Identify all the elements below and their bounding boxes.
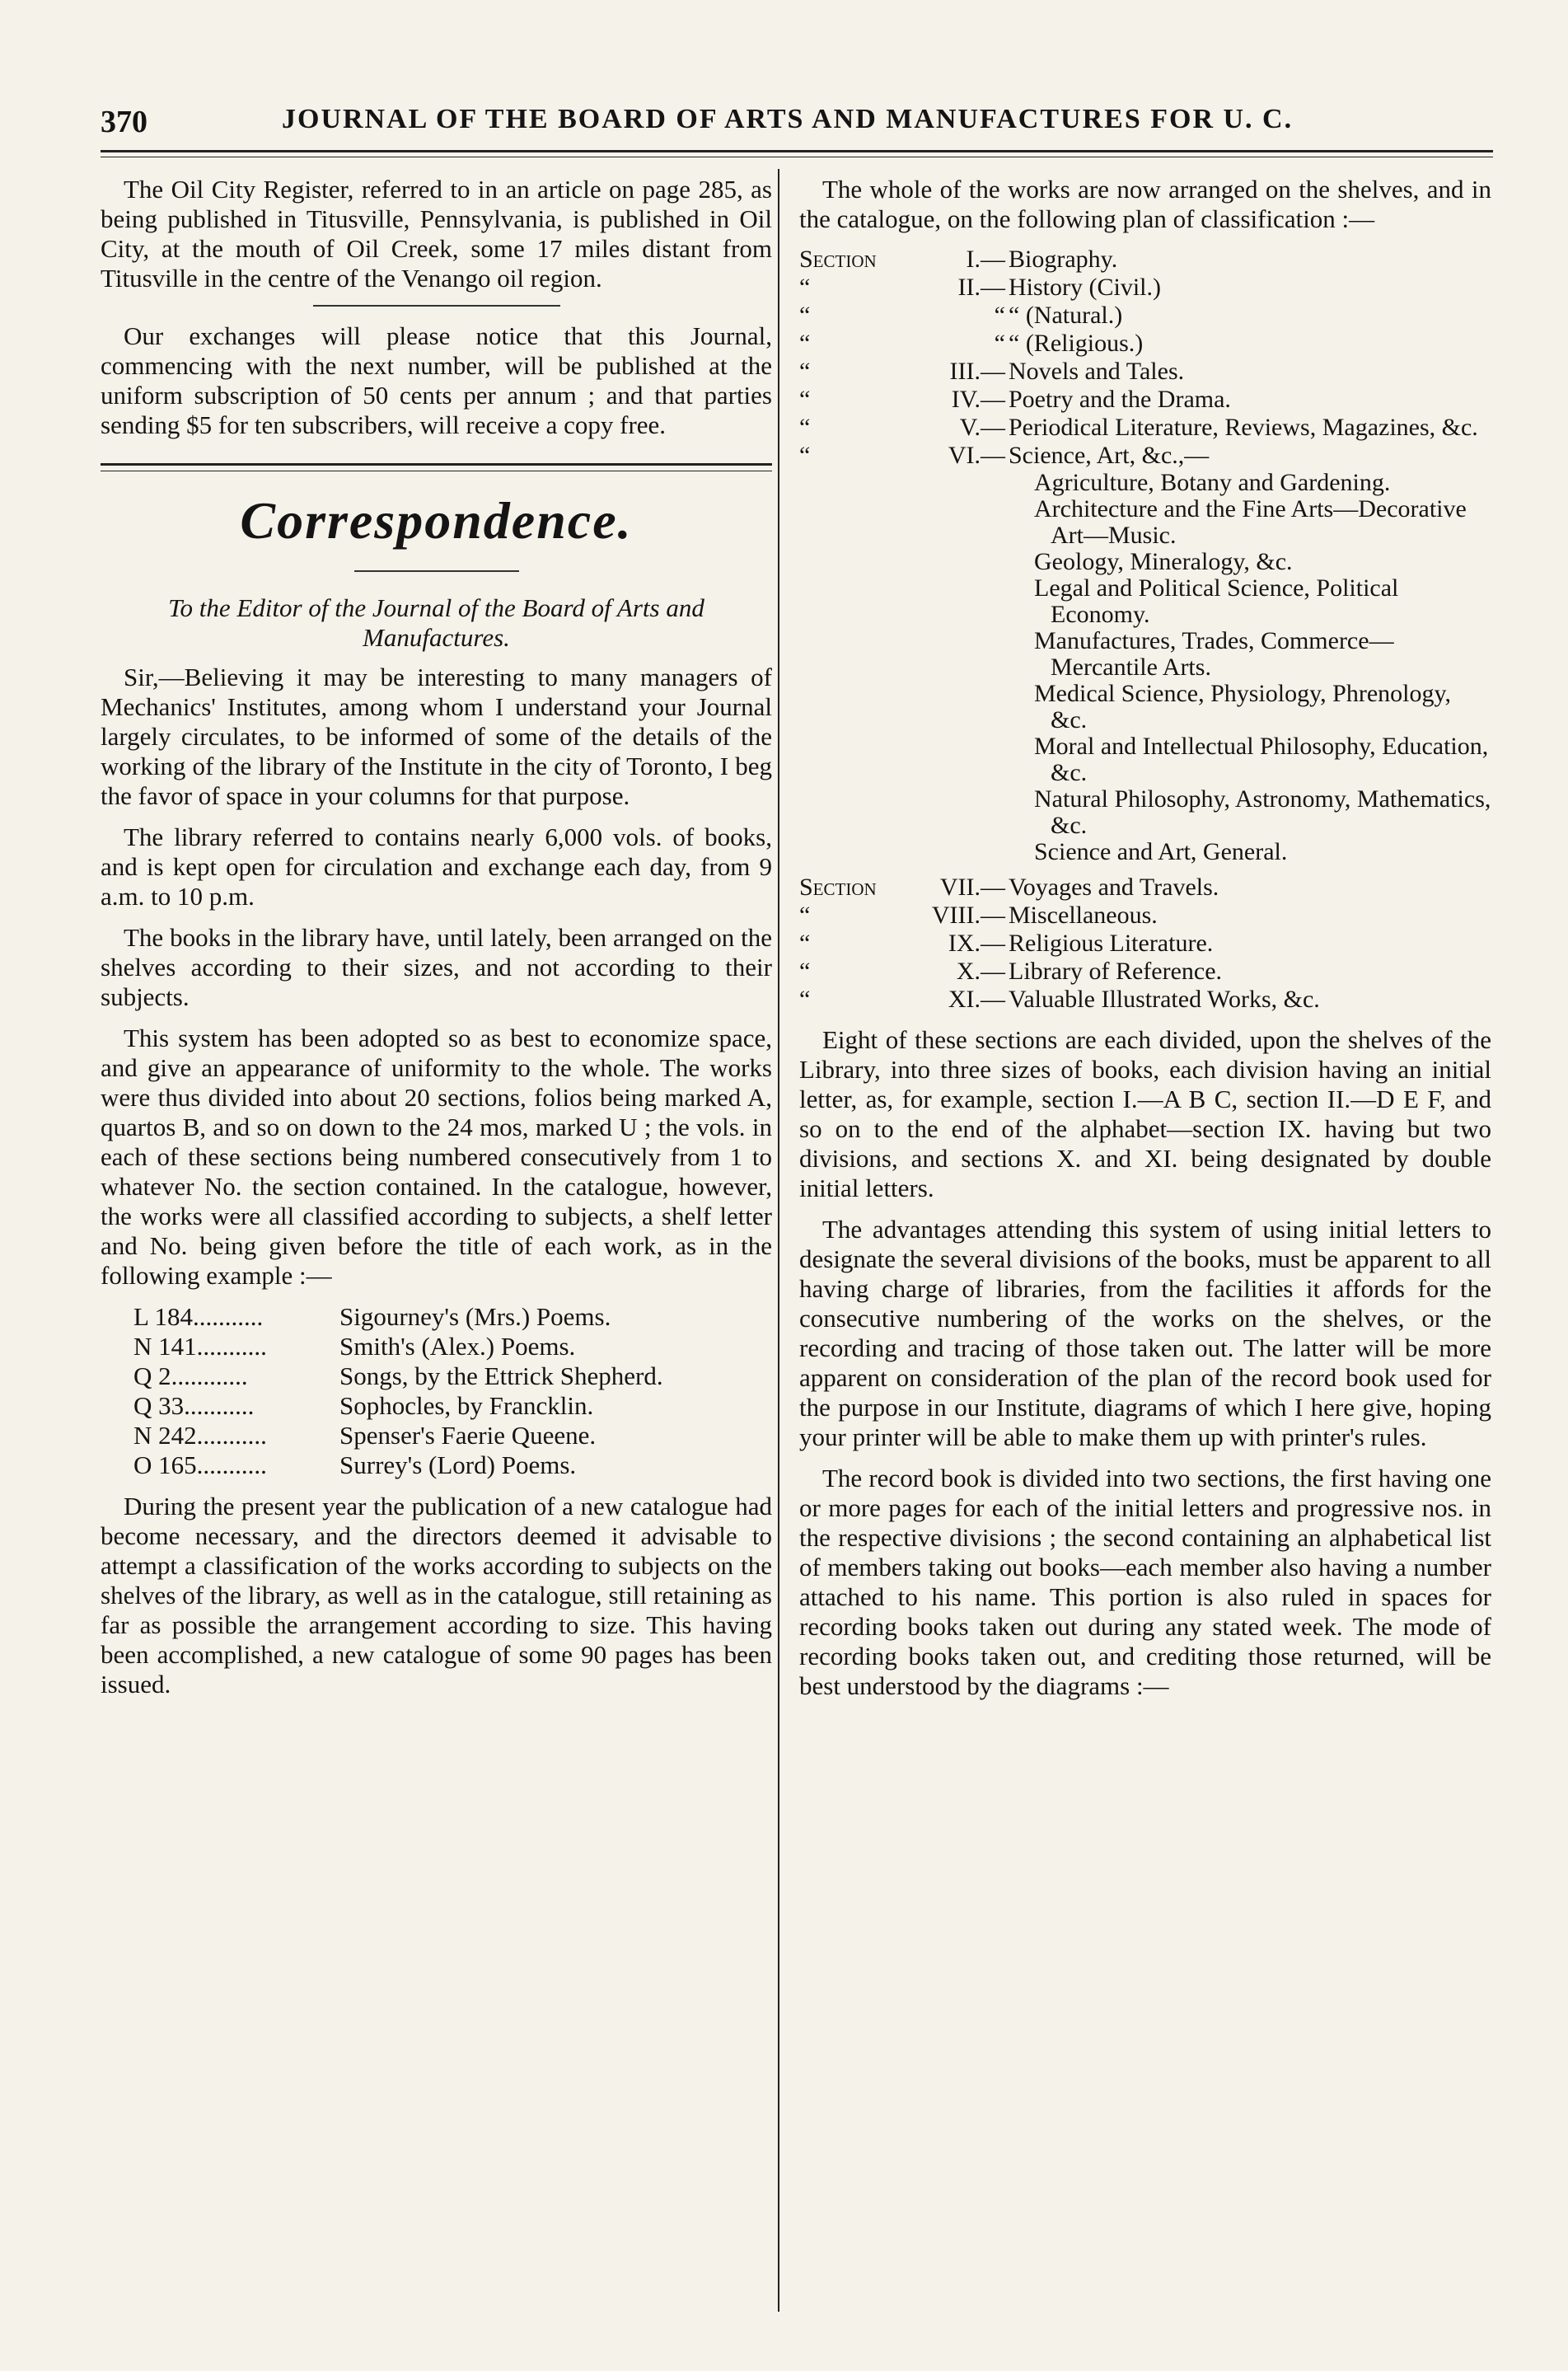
classification-number: III.— (949, 358, 1005, 385)
example-title: Songs, by the Ettrick Shepherd. (339, 1361, 663, 1390)
page-number: 370 (101, 105, 147, 139)
example-title: Smith's (Alex.) Poems. (339, 1332, 576, 1361)
classification-label: History (Civil.) (1009, 274, 1161, 301)
section-title: Correspondence. (240, 491, 633, 550)
science-subitem-text: Legal and Political Science, Political Economy. (1034, 574, 1399, 628)
science-subitem-text: Natural Philosophy, Astronomy, Mathematics, &c. (1034, 785, 1491, 839)
letter-paragraph-2: The library referred to contains nearly 6,000 vols. of books, and is kept open for circulation and exchange each day, from 9 a.m. to 10 p.m. (101, 822, 772, 911)
classification-label: Science, Art, &c.,— (1009, 442, 1210, 469)
classification-section: “ (799, 302, 811, 329)
column-divider (778, 169, 779, 2312)
classification-label: Library of Reference. (1009, 958, 1223, 985)
example-row (133, 1450, 772, 1480)
classification-label: Religious Literature. (1009, 930, 1214, 957)
letter-paragraph-3: The books in the library have, until lately, been arranged on the shelves according to their sizes, and not according to their subjects. (101, 923, 772, 1011)
classification-row (799, 302, 1491, 330)
classification-number: XI.— (948, 986, 1005, 1013)
science-subitem-text: Manufactures, Trades, Commerce—Mercantile Arts. (1034, 627, 1394, 681)
classification-row (799, 246, 1491, 274)
letter-salutation: To the Editor of the Journal of the Board of Arts and Manufactures. (168, 593, 704, 652)
example-code: O 165........... (133, 1450, 267, 1479)
science-subitem-text: Geology, Mineralogy, &c. (1034, 548, 1293, 575)
classification-section: “ (799, 414, 811, 441)
classification-number: IV.— (951, 386, 1005, 413)
left-column (101, 175, 772, 1711)
classification-label: “ (Natural.) (1009, 302, 1123, 329)
classification-section: Section (799, 874, 877, 901)
classification-label: Periodical Literature, Reviews, Magazines, &c. (1009, 414, 1478, 441)
advantages-paragraph: The advantages attending this system of using initial letters to designate the several divisions of the books, must be apparent to all having charge of libraries, from the facilities it affords for the consecutive numbering of the works on the shelves, or the recording and tracing of those taken out. The latter will be more apparent on consideration of the plan of the record book used for the purpose in our Institute, diagrams of which I here give, hoping your printer will be able to make them up with printer's rules. (799, 1215, 1491, 1451)
classification-label: Voyages and Travels. (1009, 874, 1219, 901)
example-title: Surrey's (Lord) Poems. (339, 1450, 577, 1479)
classification-label: Miscellaneous. (1009, 902, 1158, 929)
classification-number: V.— (959, 414, 1005, 441)
example-code: L 184........... (133, 1302, 264, 1331)
example-code: Q 2............ (133, 1361, 248, 1390)
science-subitem-text: Agriculture, Botany and Gardening. (1034, 469, 1391, 496)
classification-label: “ (Religious.) (1009, 330, 1144, 357)
section-rule (101, 463, 772, 466)
example-code: N 141........... (133, 1332, 267, 1361)
science-subitem (799, 839, 1491, 865)
science-subitem (799, 549, 1491, 575)
classification-gap (799, 865, 1491, 874)
classification-list (799, 246, 1491, 1014)
classification-row (799, 442, 1491, 470)
classification-number: I.— (966, 246, 1005, 273)
classification-label: Poetry and the Drama. (1009, 386, 1231, 413)
sections-paragraph: Eight of these sections are each divided, upon the shelves of the Library, into three sizes of books, each division having an initial letter, as, for example, section I.—A B C, section II.—D E F, and so on to the end of the alphabet—section IX. having but two divisions, and sections X. and XI. being designated by double initial letters. (799, 1025, 1491, 1202)
classification-section: Section (799, 246, 877, 273)
classification-section: “ (799, 930, 811, 957)
classification-label: Biography. (1009, 246, 1118, 273)
classification-label: Valuable Illustrated Works, &c. (1009, 986, 1320, 1013)
classification-row (799, 386, 1491, 414)
record-book-paragraph: The record book is divided into two sections, the first having one or more pages for each of the initial letters and progressive nos. in the respective divisions ; the second containing an alphabetical list of members taking out books—each member also having a number attached to his name. This portion is also ruled in spaces for recording books taken out during any stated week. The mode of recording books taken out, and crediting those returned, will be best understood by the diagrams :— (799, 1464, 1491, 1700)
example-code: Q 33........... (133, 1391, 255, 1420)
classification-row (799, 902, 1491, 930)
classification-number: II.— (957, 274, 1005, 301)
classification-row (799, 930, 1491, 958)
example-title: Sophocles, by Francklin. (339, 1391, 594, 1420)
classification-number: IX.— (948, 930, 1005, 957)
classification-section: “ (799, 902, 811, 929)
oil-city-note: The Oil City Register, referred to in an article on page 285, as being published in Titusville, Pennsylvania, is published in Oil City, at the mouth of Oil Creek, some 17 miles distant from Titusville in the centre of the Venango oil region. (101, 175, 772, 293)
short-divider (313, 305, 560, 307)
science-subitem (799, 681, 1491, 733)
science-subitem (799, 496, 1491, 549)
example-row (133, 1421, 772, 1450)
title-divider (354, 570, 519, 572)
classification-number: VIII.— (931, 902, 1005, 929)
header-rule (101, 150, 1493, 152)
classification-number: X.— (956, 958, 1005, 985)
classification-section: “ (799, 442, 811, 469)
science-subitem-text: Medical Science, Physiology, Phrenology, &c. (1034, 680, 1452, 733)
subscription-note: Our exchanges will please notice that this Journal, commencing with the next number, will be published at the uniform subscription of 50 cents per annum ; and that parties sending $5 for ten subscribers, will receive a copy free. (101, 321, 772, 439)
science-subitem (799, 470, 1491, 496)
example-row (133, 1332, 772, 1361)
classification-row (799, 358, 1491, 386)
classification-number: VI.— (948, 442, 1005, 469)
science-subitem-text: Architecture and the Fine Arts—Decorative Art—Music. (1034, 495, 1467, 549)
classification-intro: The whole of the works are now arranged on the shelves, and in the catalogue, on the following plan of classification :— (799, 175, 1491, 233)
letter-paragraph-1: Sir,—Believing it may be interesting to many managers of Mechanics' Institutes, among whom I understand your Journal largely circulates, to be informed of some of the details of the working of the library of the Institute in the city of Toronto, I beg the favor of space in your columns for that purpose. (101, 663, 772, 810)
classification-section: “ (799, 358, 811, 385)
science-subitem-text: Science and Art, General. (1034, 838, 1288, 865)
letter-paragraph-5: During the present year the publication of a new catalogue had become necessary, and the directors deemed it advisable to attempt a classification of the works according to subjects on the shelves of the library, as well as in the catalogue, still retaining as far as possible the arrangement according to size. This having been accomplished, a new catalogue of some 90 pages has been issued. (101, 1492, 772, 1699)
right-column (799, 175, 1491, 1713)
classification-section: “ (799, 386, 811, 413)
classification-label: Novels and Tales. (1009, 358, 1185, 385)
example-row (133, 1391, 772, 1421)
example-title: Sigourney's (Mrs.) Poems. (339, 1302, 611, 1331)
example-title: Spenser's Faerie Queene. (339, 1421, 597, 1450)
running-title: JOURNAL OF THE BOARD OF ARTS AND MANUFACTURES FOR U. C. (282, 104, 1294, 134)
science-subitem (799, 575, 1491, 628)
classification-row (799, 874, 1491, 902)
classification-row (799, 330, 1491, 358)
example-row (133, 1361, 772, 1391)
classification-row (799, 986, 1491, 1014)
classification-number: VII.— (939, 874, 1005, 901)
classification-section: “ (799, 330, 811, 357)
classification-row (799, 274, 1491, 302)
example-row (133, 1302, 772, 1332)
classification-number: “ (994, 330, 1005, 357)
science-subitem-text: Moral and Intellectual Philosophy, Education, &c. (1034, 733, 1489, 786)
classification-section: “ (799, 274, 811, 301)
classification-row (799, 958, 1491, 986)
science-subitem (799, 628, 1491, 681)
example-code: N 242........... (133, 1421, 267, 1450)
classification-section: “ (799, 986, 811, 1013)
classification-section: “ (799, 958, 811, 985)
science-subitem (799, 786, 1491, 839)
page-header (101, 101, 1493, 147)
classification-row (799, 414, 1491, 442)
science-subitem (799, 733, 1491, 786)
classification-number: “ (994, 302, 1005, 329)
letter-paragraph-4: This system has been adopted so as best to economize space, and give an appearance of uniformity to the whole. The works were thus divided into about 20 sections, folios being marked A, quartos B, and so on down to the 24 mos, marked U ; the vols. in each of these sections being numbered consecutively from 1 to whatever No. the section contained. In the catalogue, however, the works were all classified according to subjects, a shelf letter and No. being given before the title of each work, as in the following example :— (101, 1024, 772, 1290)
example-list (133, 1302, 772, 1480)
